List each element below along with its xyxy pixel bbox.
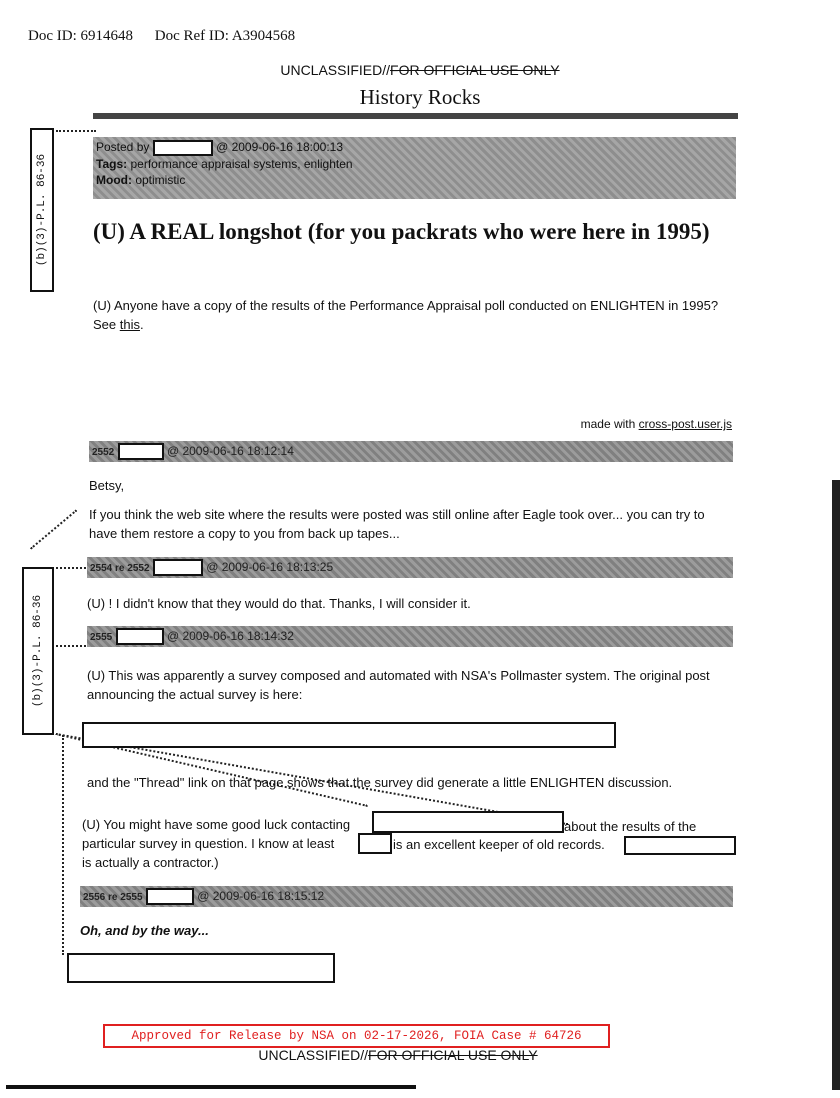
post-heading: (U) A REAL longshot (for you packrats who were here in 1995): [93, 219, 710, 244]
comment-id: 2555: [90, 632, 113, 643]
comment-header-2554: [87, 557, 733, 578]
blog-title: History Rocks: [359, 85, 481, 109]
comment-timestamp: @ 2009-06-16 18:12:14: [166, 444, 294, 458]
redaction-box: [358, 833, 392, 854]
comment-greeting: Betsy,: [89, 478, 125, 493]
made-with-line: [520, 415, 732, 434]
made-with-link[interactable]: cross-post.user.js: [638, 417, 732, 431]
made-with-label: made with: [580, 417, 639, 431]
comment-text: (U) ! I didn't know that they would do that. Thanks, I will consider it.: [87, 596, 471, 611]
comment-header-2552: [89, 441, 733, 462]
comment-text: (U) This was apparently a survey composed and automated with NSA's Pollmaster system. The original post announcing the actual survey is here:: [87, 668, 710, 702]
exemption-label: (b)(3)-P.L. 86-36: [36, 153, 48, 267]
luck-text: is actually a contractor.): [82, 855, 219, 870]
mood-value: optimistic: [135, 172, 186, 187]
thread-text: and the "Thread" link on that page shows that the survey did generate a little ENLIGHTEN discussion.: [87, 775, 673, 790]
redaction-connector: [56, 567, 86, 569]
release-stamp: Approved for Release by NSA on 02-17-2026, FOIA Case # 64726: [103, 1024, 610, 1048]
post-body: [93, 296, 733, 334]
comment-id: 2552: [92, 447, 115, 458]
redaction-box: [153, 559, 203, 576]
mood-label: Mood:: [96, 172, 132, 187]
luck-text: particular survey in question. I know at least: [82, 836, 335, 851]
bottom-rule: [6, 1085, 416, 1089]
posted-at: @ 2009-06-16 18:00:13: [216, 140, 344, 154]
comment-id: 2556 re 2555: [83, 892, 143, 903]
scan-edge: [832, 480, 840, 1090]
redaction-box: [116, 628, 164, 645]
doc-id: Doc ID: 6914648: [28, 28, 133, 44]
post-body-end: .: [139, 317, 144, 332]
redaction-box: [118, 443, 164, 460]
classification-level: UNCLASSIFIED//: [258, 1047, 369, 1063]
document-ids: [28, 28, 313, 45]
redaction-connector: [30, 509, 77, 549]
exemption-box-top: [30, 128, 54, 292]
luck-text: is an excellent keeper of old records.: [393, 837, 605, 852]
classification-struck: FOR OFFICIAL USE ONLY: [390, 62, 560, 78]
redaction-connector: [56, 645, 86, 647]
comment-header-2556: [80, 886, 733, 907]
luck-text: (U) You might have some good luck contacting: [82, 817, 351, 832]
classification-struck: FOR OFFICIAL USE ONLY: [368, 1047, 538, 1063]
posted-by-label: Posted by: [96, 140, 150, 154]
post-body-link[interactable]: this: [119, 317, 140, 332]
comment-timestamp: @ 2009-06-16 18:14:32: [166, 629, 294, 643]
comment-id: 2554 re 2552: [90, 563, 150, 574]
redaction-connector: [56, 130, 96, 132]
classification-footer: [248, 1047, 548, 1063]
post-meta-bar: [93, 137, 736, 199]
exemption-box-middle: [22, 567, 54, 735]
comment-text: If you think the web site where the results were posted was still online after Eagle took over... you can try to have them restore a copy to you from back up tapes...: [89, 507, 705, 541]
redaction-box: [67, 953, 335, 983]
comment-timestamp: @ 2009-06-16 18:13:25: [206, 560, 334, 574]
tags-label: Tags:: [96, 156, 128, 171]
classification-header: [270, 62, 570, 78]
posted-by-line: [93, 137, 736, 156]
post-body-text: (U) Anyone have a copy of the results of the Performance Appraisal poll conducted on ENLIGHTEN in 1995? See: [93, 298, 719, 332]
comment-text: Oh, and by the way...: [80, 923, 209, 938]
doc-ref-id: Doc Ref ID: A3904568: [154, 28, 296, 44]
luck-text: about the results of the: [564, 819, 697, 834]
redaction-connector: [62, 735, 64, 955]
comment-timestamp: @ 2009-06-16 18:15:12: [197, 889, 325, 903]
comment-header-2555: [87, 626, 733, 647]
mood-line: [93, 172, 736, 188]
redaction-box: [146, 888, 194, 905]
redaction-box: [82, 722, 616, 748]
redaction-box: [153, 140, 213, 156]
exemption-label: (b)(3)-P.L. 86-36: [32, 594, 44, 708]
classification-level: UNCLASSIFIED//: [280, 62, 391, 78]
title-rule: [93, 113, 738, 119]
redaction-box: [624, 836, 736, 855]
tags-line: [93, 156, 736, 172]
tags-value: performance appraisal systems, enlighten: [130, 156, 353, 171]
redaction-box: [372, 811, 564, 833]
